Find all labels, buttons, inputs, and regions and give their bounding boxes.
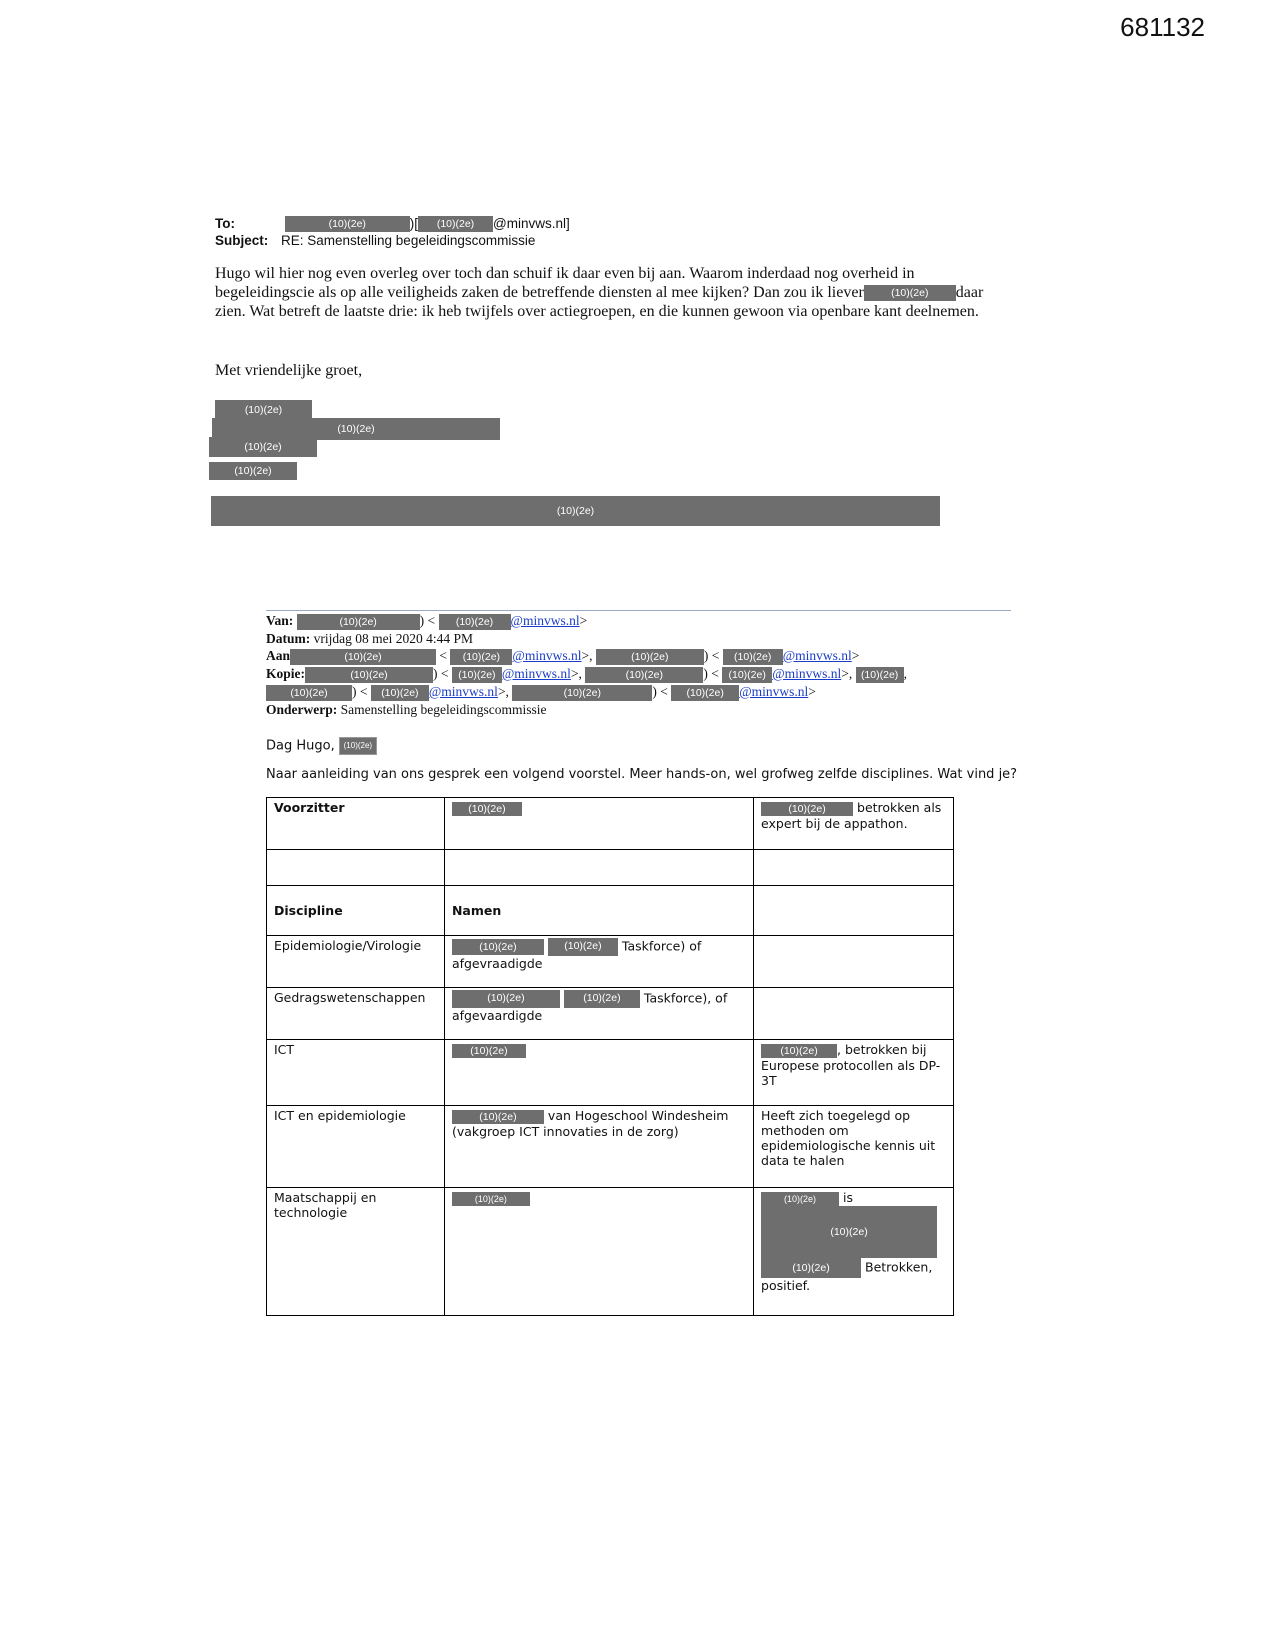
redaction: (10)(2e) (761, 1192, 839, 1206)
intro-text: Naar aanleiding van ons gesprek een volgend voorstel. Meer hands-on, wel grofweg zelfde disciplines. Wat vind je? (266, 767, 1018, 782)
table-cell (444, 798, 753, 850)
gt: >, (497, 683, 509, 699)
table-cell (444, 936, 753, 988)
namen: Taskforce) of afgevraadigde (451, 938, 702, 971)
onderwerp-label: Onderwerp: (266, 701, 338, 717)
table-cell (754, 1188, 954, 1316)
redaction: (10)(2e) (452, 1044, 526, 1058)
redaction: (10)(2e) (856, 667, 904, 683)
namen: van Hogeschool Windesheim (vakgroep ICT innovaties in de zorg) (451, 1108, 729, 1139)
email-link[interactable]: @minvws.nl (739, 683, 809, 699)
email-link[interactable]: @minvws.nl (428, 683, 498, 699)
table-cell (754, 988, 954, 1040)
table-cell (267, 850, 445, 886)
gt: >, (581, 647, 593, 663)
redaction: (10)(2e) (439, 614, 511, 630)
table-cell (754, 886, 954, 936)
forward-divider (266, 610, 1011, 611)
lt: < (427, 613, 436, 628)
redaction: (10)(2e) (596, 649, 704, 665)
redaction: (10)(2e) (864, 285, 956, 301)
kopie-label: Kopie: (266, 665, 305, 681)
discipline: Epidemiologie/Virologie (274, 938, 422, 953)
table-cell (444, 988, 753, 1040)
table-cell (267, 1188, 445, 1316)
col-discipline: Discipline (274, 903, 343, 918)
table-cell (754, 850, 954, 886)
redaction: (10)(2e) (671, 685, 739, 701)
discipline: Maatschappij en technologie (274, 1190, 377, 1220)
aan-label: Aan (266, 647, 291, 663)
redaction: (10)(2e) (339, 737, 377, 755)
table-cell (754, 1040, 954, 1106)
to-domain: @minvws.nl] (493, 216, 570, 231)
redaction: (10)(2e) (585, 667, 703, 683)
redaction: (10)(2e) (723, 649, 783, 665)
salutation-text: Dag Hugo, (266, 738, 335, 754)
datum-value: vrijdag 08 mei 2020 4:44 PM (313, 630, 473, 646)
datum-label: Datum: (266, 630, 311, 646)
lt: < (660, 683, 668, 699)
namen: Taskforce), of afgevaardigde (451, 990, 728, 1023)
greeting: Met vriendelijke groet, (215, 362, 363, 379)
body-line-2a: begeleidingscie als op alle veiligheids zaken de betreffende diensten al mee kijken? Dan zou ik liever (215, 284, 864, 301)
redaction: (10)(2e) (305, 667, 433, 683)
discipline: Gedragswetenschappen (274, 990, 426, 1005)
table-cell (444, 1106, 753, 1188)
redaction: (10)(2e) (450, 649, 512, 665)
lt: < (439, 647, 448, 663)
redaction: (10)(2e) (761, 1044, 837, 1058)
gt: >, (570, 665, 582, 681)
datum-line (266, 630, 1016, 647)
table-cell (267, 1106, 445, 1188)
to-separator: )[ (409, 216, 419, 231)
onderwerp-value: Samenstelling begeleidingscommissie (340, 701, 547, 717)
table-row (267, 850, 954, 886)
table-header-row (267, 886, 954, 936)
onderwerp-line (266, 701, 1016, 718)
discipline: ICT (274, 1042, 295, 1057)
to-label: To: (215, 216, 235, 231)
gt: >, (841, 665, 853, 681)
forwarded-header (266, 612, 1016, 718)
redaction: (10)(2e) (761, 1258, 861, 1278)
table-cell (444, 850, 753, 886)
table-cell (267, 1040, 445, 1106)
email-link[interactable]: @minvws.nl (510, 613, 580, 628)
redaction: (10)(2e) (452, 1192, 530, 1206)
signature-redaction: (10)(2e) (209, 437, 317, 457)
body-line-1: Hugo wil hier nog even overleg over toch dan schuif ik daar even bij aan. Waarom inderdaad nog overheid in (215, 265, 915, 282)
redaction: (10)(2e) (290, 649, 436, 665)
email-link[interactable]: @minvws.nl (772, 665, 842, 681)
redaction: (10)(2e) (266, 685, 352, 701)
redaction: (10)(2e) (722, 667, 772, 683)
signature-redaction: (10)(2e) (212, 418, 500, 440)
gt: > (851, 647, 860, 663)
lt: < (359, 683, 368, 699)
redaction: (10)(2e) (452, 667, 502, 683)
van-label: Van: (266, 613, 294, 628)
table-row (267, 988, 954, 1040)
note: Betrokken, positief. (761, 1259, 933, 1293)
table-cell (444, 1040, 753, 1106)
redaction: (10)(2e) (548, 938, 618, 956)
redaction: (10)(2e) (452, 1110, 544, 1124)
note-is: is (843, 1190, 854, 1205)
redaction: (10)(2e) (285, 216, 410, 232)
gt: > (808, 683, 816, 699)
table-cell (754, 936, 954, 988)
kopie-line: Kopie: (10)(2e) ) < (10)(2e) @minvws.nl>, (10)(2e) ) < (10)(2e) @minvws.nl>, (10)(2e) , (266, 665, 907, 681)
redaction: (10)(2e) (761, 802, 853, 816)
redaction: (10)(2e) (452, 802, 522, 816)
email-link[interactable]: @minvws.nl (501, 665, 571, 681)
disclaimer-redaction: (10)(2e) (211, 496, 940, 526)
table-cell (267, 886, 445, 936)
table-cell (754, 1106, 954, 1188)
redaction: (10)(2e) (452, 990, 560, 1008)
note: Heeft zich toegelegd op methoden om epidemiologische kennis uit data te halen (761, 1108, 936, 1168)
subject-value: RE: Samenstelling begeleidingscommissie (281, 233, 536, 249)
signature-redaction: (10)(2e) (215, 400, 312, 420)
table-row (267, 1040, 954, 1106)
redaction: (10)(2e) (761, 1206, 937, 1258)
voorzitter-note: betrokken als expert bij de appathon. (761, 800, 942, 831)
commission-table (266, 797, 954, 1316)
reply-body (215, 264, 1035, 321)
signature-redaction: (10)(2e) (209, 462, 297, 480)
table-row (267, 936, 954, 988)
to-line (215, 215, 570, 232)
redaction: (10)(2e) (418, 216, 493, 232)
table-cell (267, 798, 445, 850)
table-cell (444, 1188, 753, 1316)
lt: < (440, 665, 449, 681)
redaction: (10)(2e) (452, 939, 544, 955)
table-row (267, 798, 954, 850)
redaction: (10)(2e) (297, 614, 420, 630)
lt: < (711, 665, 719, 681)
redaction: (10)(2e) (371, 685, 429, 701)
kopie-line-2: (10)(2e) ) < (10)(2e) @minvws.nl>, (10)(2e) ) < (10)(2e) @minvws.nl> (266, 683, 1016, 701)
table-cell (754, 798, 954, 850)
table-cell (267, 936, 445, 988)
email-header (215, 215, 570, 249)
table-row (267, 1188, 954, 1316)
subject-line (215, 232, 570, 249)
email-link[interactable]: @minvws.nl (782, 647, 852, 663)
email-link[interactable]: @minvws.nl (512, 647, 582, 663)
subject-label: Subject: (215, 233, 269, 249)
redaction: (10)(2e) (564, 990, 640, 1008)
body-line-2b: daar (955, 284, 984, 301)
document-number: 681132 (1120, 12, 1205, 42)
table-row (267, 1106, 954, 1188)
discipline: ICT en epidemiologie (274, 1108, 406, 1123)
note: , betrokken bij Europese protocollen als DP-3T (761, 1042, 941, 1088)
voorzitter-label: Voorzitter (274, 800, 345, 815)
redaction: (10)(2e) (512, 685, 652, 701)
van-line: Van: (10)(2e) ) < (10)(2e) @minvws.nl> (266, 613, 588, 628)
body-line-3: zien. Wat betreft de laatste drie: ik heb twijfels over actiegroepen, en die kunnen gewoon via openbare kant deelnemen. (215, 303, 979, 320)
gt: > (579, 613, 588, 628)
table-cell (267, 988, 445, 1040)
table-cell (444, 886, 753, 936)
lt: < (711, 647, 720, 663)
aan-line: Aan (10)(2e) < (10)(2e) @minvws.nl>, (10)(2e) ) < (10)(2e) @minvws.nl> (266, 647, 860, 663)
salutation (266, 737, 377, 755)
col-namen: Namen (451, 903, 502, 918)
body-line-2 (215, 283, 1035, 302)
